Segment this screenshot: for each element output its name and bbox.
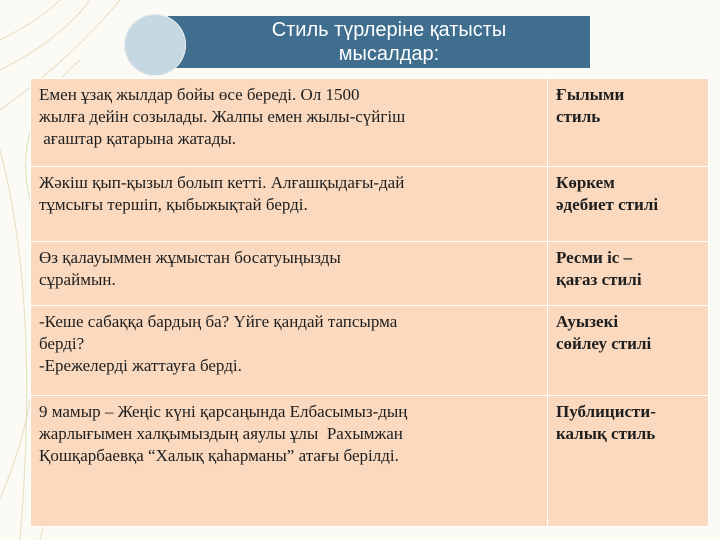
style-line: қағаз стилі: [556, 270, 642, 289]
example-line: Өз қалауыммен жұмыстан босатуыңызды: [39, 248, 341, 267]
style-cell: [548, 396, 709, 527]
style-line: калық стиль: [556, 424, 656, 443]
example-line: 9 мамыр – Жеңіс күні қарсаңында Елбасымыз-дың: [39, 402, 408, 421]
example-line: берді?: [39, 334, 85, 353]
slide-title-line: Стиль түрлеріне қатысты: [271, 19, 507, 41]
example-line: Емен ұзақ жылдар бойы өсе береді. Ол 1500: [39, 85, 360, 104]
example-line: -Кеше сабаққа бардың ба? Үйге қандай тапсырма: [39, 312, 398, 331]
style-line: сөйлеу стилі: [556, 334, 652, 353]
example-line: сұраймын.: [39, 270, 116, 289]
example-line: -Ережелерді жаттауға берді.: [39, 356, 242, 375]
slide-title-line: мысалдар:: [338, 43, 440, 65]
table-row: [31, 79, 709, 167]
style-line: Ресми іс –: [556, 248, 633, 267]
style-line: Публицисти-: [556, 402, 656, 421]
style-line: Ғылыми: [556, 85, 625, 104]
example-cell: [31, 396, 548, 527]
style-cell: [548, 79, 709, 167]
example-line: ағаштар қатарына жатады.: [39, 129, 237, 148]
example-line: Қошқарбаевқа “Халық қаһарманы” атағы берілді.: [39, 446, 399, 465]
style-cell: [548, 242, 709, 306]
table-row: [31, 306, 709, 396]
example-cell: [31, 79, 548, 167]
style-cell: [548, 167, 709, 242]
decorative-circle: [124, 14, 186, 76]
table-row: [31, 242, 709, 306]
slide-title: [229, 18, 549, 66]
style-line: Ауызекі: [556, 312, 619, 331]
table-row: [31, 396, 709, 527]
example-line: жарлығымен халқымыздың аяулы ұлы Рахымжан: [39, 424, 403, 443]
example-cell: [31, 306, 548, 396]
style-cell: [548, 306, 709, 396]
example-cell: [31, 167, 548, 242]
style-line: Көркем: [556, 173, 615, 192]
example-line: жылға дейін созылады. Жалпы емен жылы-сүйгіш: [39, 107, 406, 126]
slide-title-banner: [168, 16, 590, 68]
style-line: стиль: [556, 107, 601, 126]
table-row: [31, 167, 709, 242]
style-examples-table: [30, 78, 709, 527]
example-line: Жәкіш қып-қызыл болып кетті. Алғашқыдағы-дай: [39, 173, 405, 192]
style-line: әдебиет стилі: [556, 195, 659, 214]
example-cell: [31, 242, 548, 306]
example-line: тұмсығы тершіп, қыбыжықтай берді.: [39, 195, 308, 214]
